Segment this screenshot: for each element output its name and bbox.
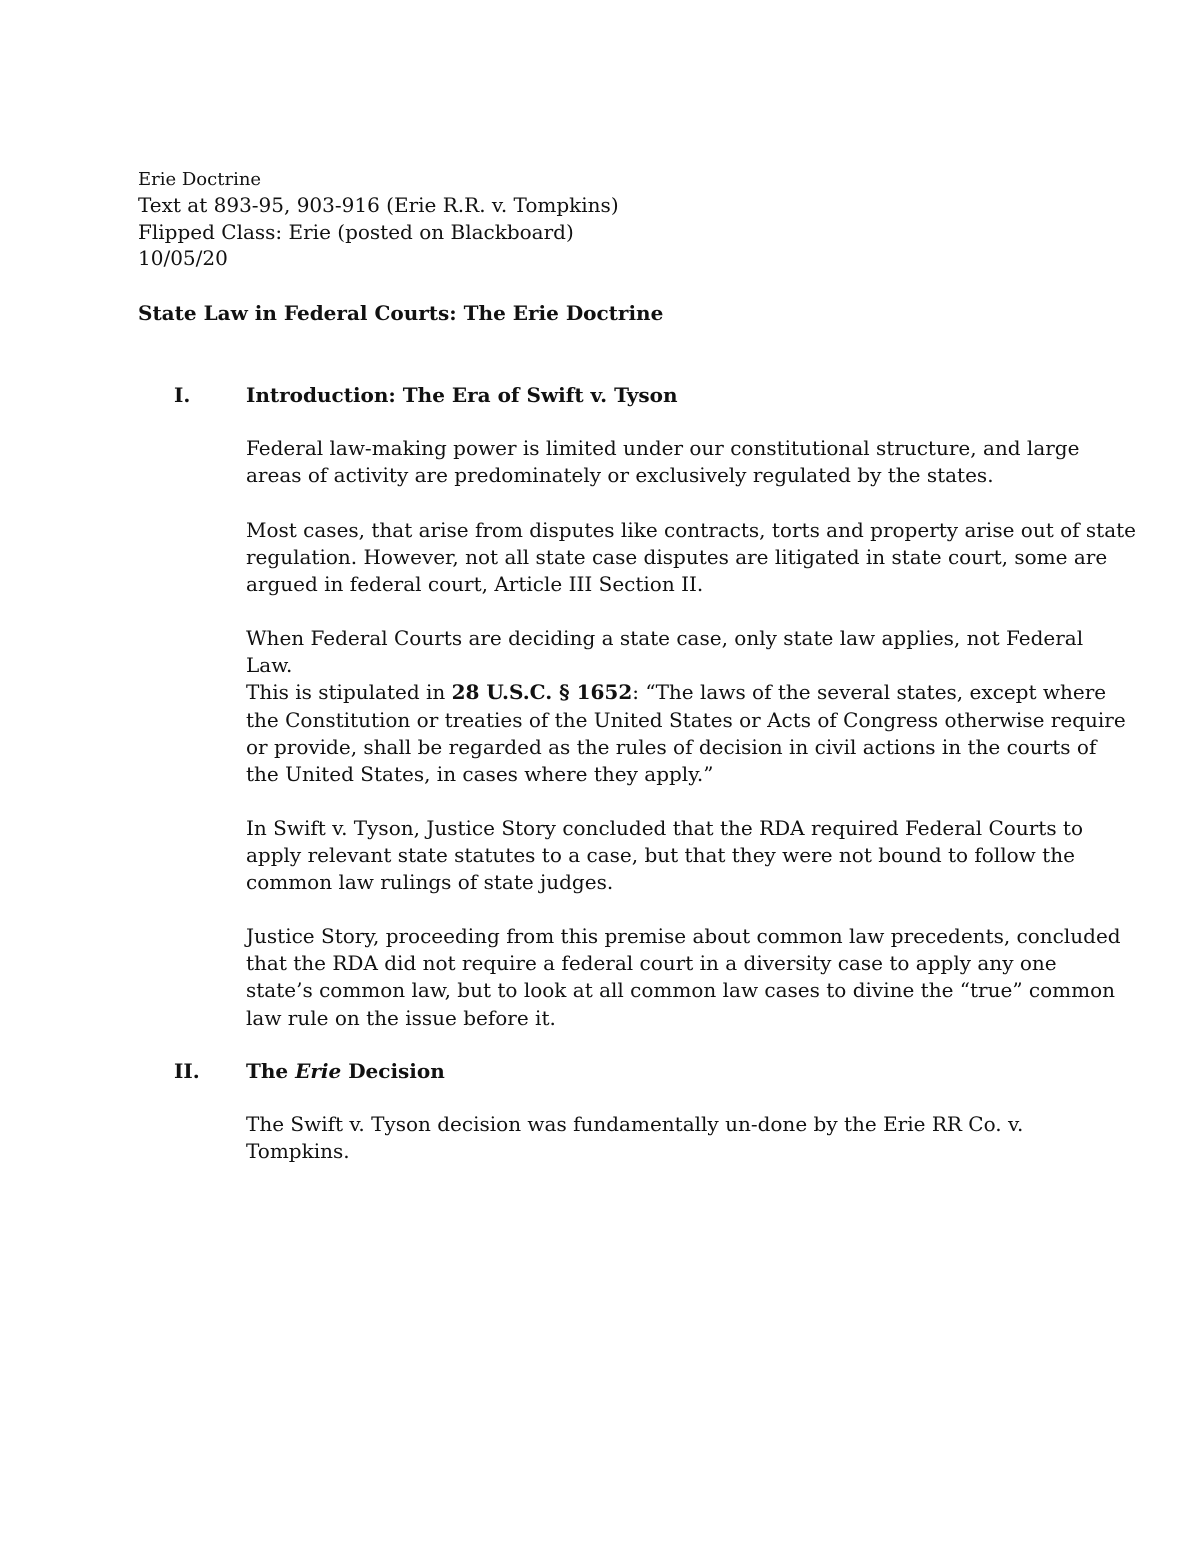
paragraph <box>246 815 1084 897</box>
text-line: law rule on the issue before it. <box>246 1005 556 1030</box>
text-line: Justice Story, proceeding from this premise about common law precedents, concluded <box>246 924 1121 948</box>
document-title: State Law in Federal Courts: The Erie Doctrine <box>138 301 664 325</box>
paragraph <box>246 1111 1076 1165</box>
paragraph <box>246 625 1126 788</box>
text-run: This is stipulated in <box>246 680 452 705</box>
heading-run: Decision <box>341 1059 445 1083</box>
section-title: Introduction: The Era of Swift v. Tyson <box>246 383 678 407</box>
text-line: The Swift v. Tyson decision was fundamentally un-done by the Erie RR Co. v. <box>246 1112 1024 1136</box>
text-line: Most cases, that arise from disputes like contracts, torts and property arise out of state <box>246 518 1136 542</box>
section-title <box>246 1058 445 1084</box>
document-header <box>138 168 1078 272</box>
section-numeral: II. <box>174 1059 200 1083</box>
header-topic: Erie Doctrine <box>138 169 262 190</box>
text-line: state’s common law, but to look at all common law cases to divine the “true” common <box>246 978 1115 1003</box>
header-reading: Text at 893-95, 903-916 (Erie R.R. v. Tompkins) <box>138 193 619 217</box>
header-date: 10/05/20 <box>138 246 228 270</box>
text-line: the United States, in cases where they apply.” <box>246 762 714 787</box>
section-numeral: I. <box>174 383 191 407</box>
statute-citation-line <box>246 679 1107 706</box>
paragraph <box>246 517 1136 599</box>
heading-case-name: Erie <box>295 1059 342 1083</box>
statute-citation: 28 U.S.C. § 1652 <box>451 680 633 705</box>
text-line: Law. <box>246 653 293 678</box>
text-line: the Constitution or treaties of the United States or Acts of Congress otherwise require <box>246 707 1126 732</box>
text-line: that the RDA did not require a federal court in a diversity case to apply any one <box>246 951 1057 976</box>
paragraph <box>246 435 1080 489</box>
text-line: When Federal Courts are deciding a state case, only state law applies, not Federal <box>246 626 1084 650</box>
text-line: or provide, shall be regarded as the rules of decision in civil actions in the courts of <box>246 734 1097 759</box>
text-line: apply relevant state statutes to a case, but that they were not bound to follow the <box>246 843 1075 868</box>
text-line: In Swift v. Tyson, Justice Story concluded that the RDA required Federal Courts to <box>246 816 1084 840</box>
text-line: Tompkins. <box>246 1139 350 1164</box>
text-line: areas of activity are predominately or exclusively regulated by the states. <box>246 463 994 488</box>
paragraph <box>246 923 1121 1032</box>
header-class-note: Flipped Class: Erie (posted on Blackboard) <box>138 219 574 244</box>
text-line: Federal law-making power is limited under our constitutional structure, and large <box>246 436 1080 460</box>
text-run: : “The laws of the several states, except where <box>632 680 1107 705</box>
text-line: argued in federal court, Article III Section II. <box>246 572 704 597</box>
text-line: regulation. However, not all state case disputes are litigated in state court, some are <box>246 545 1108 570</box>
text-line: common law rulings of state judges. <box>246 870 614 895</box>
heading-run: The <box>246 1059 296 1083</box>
